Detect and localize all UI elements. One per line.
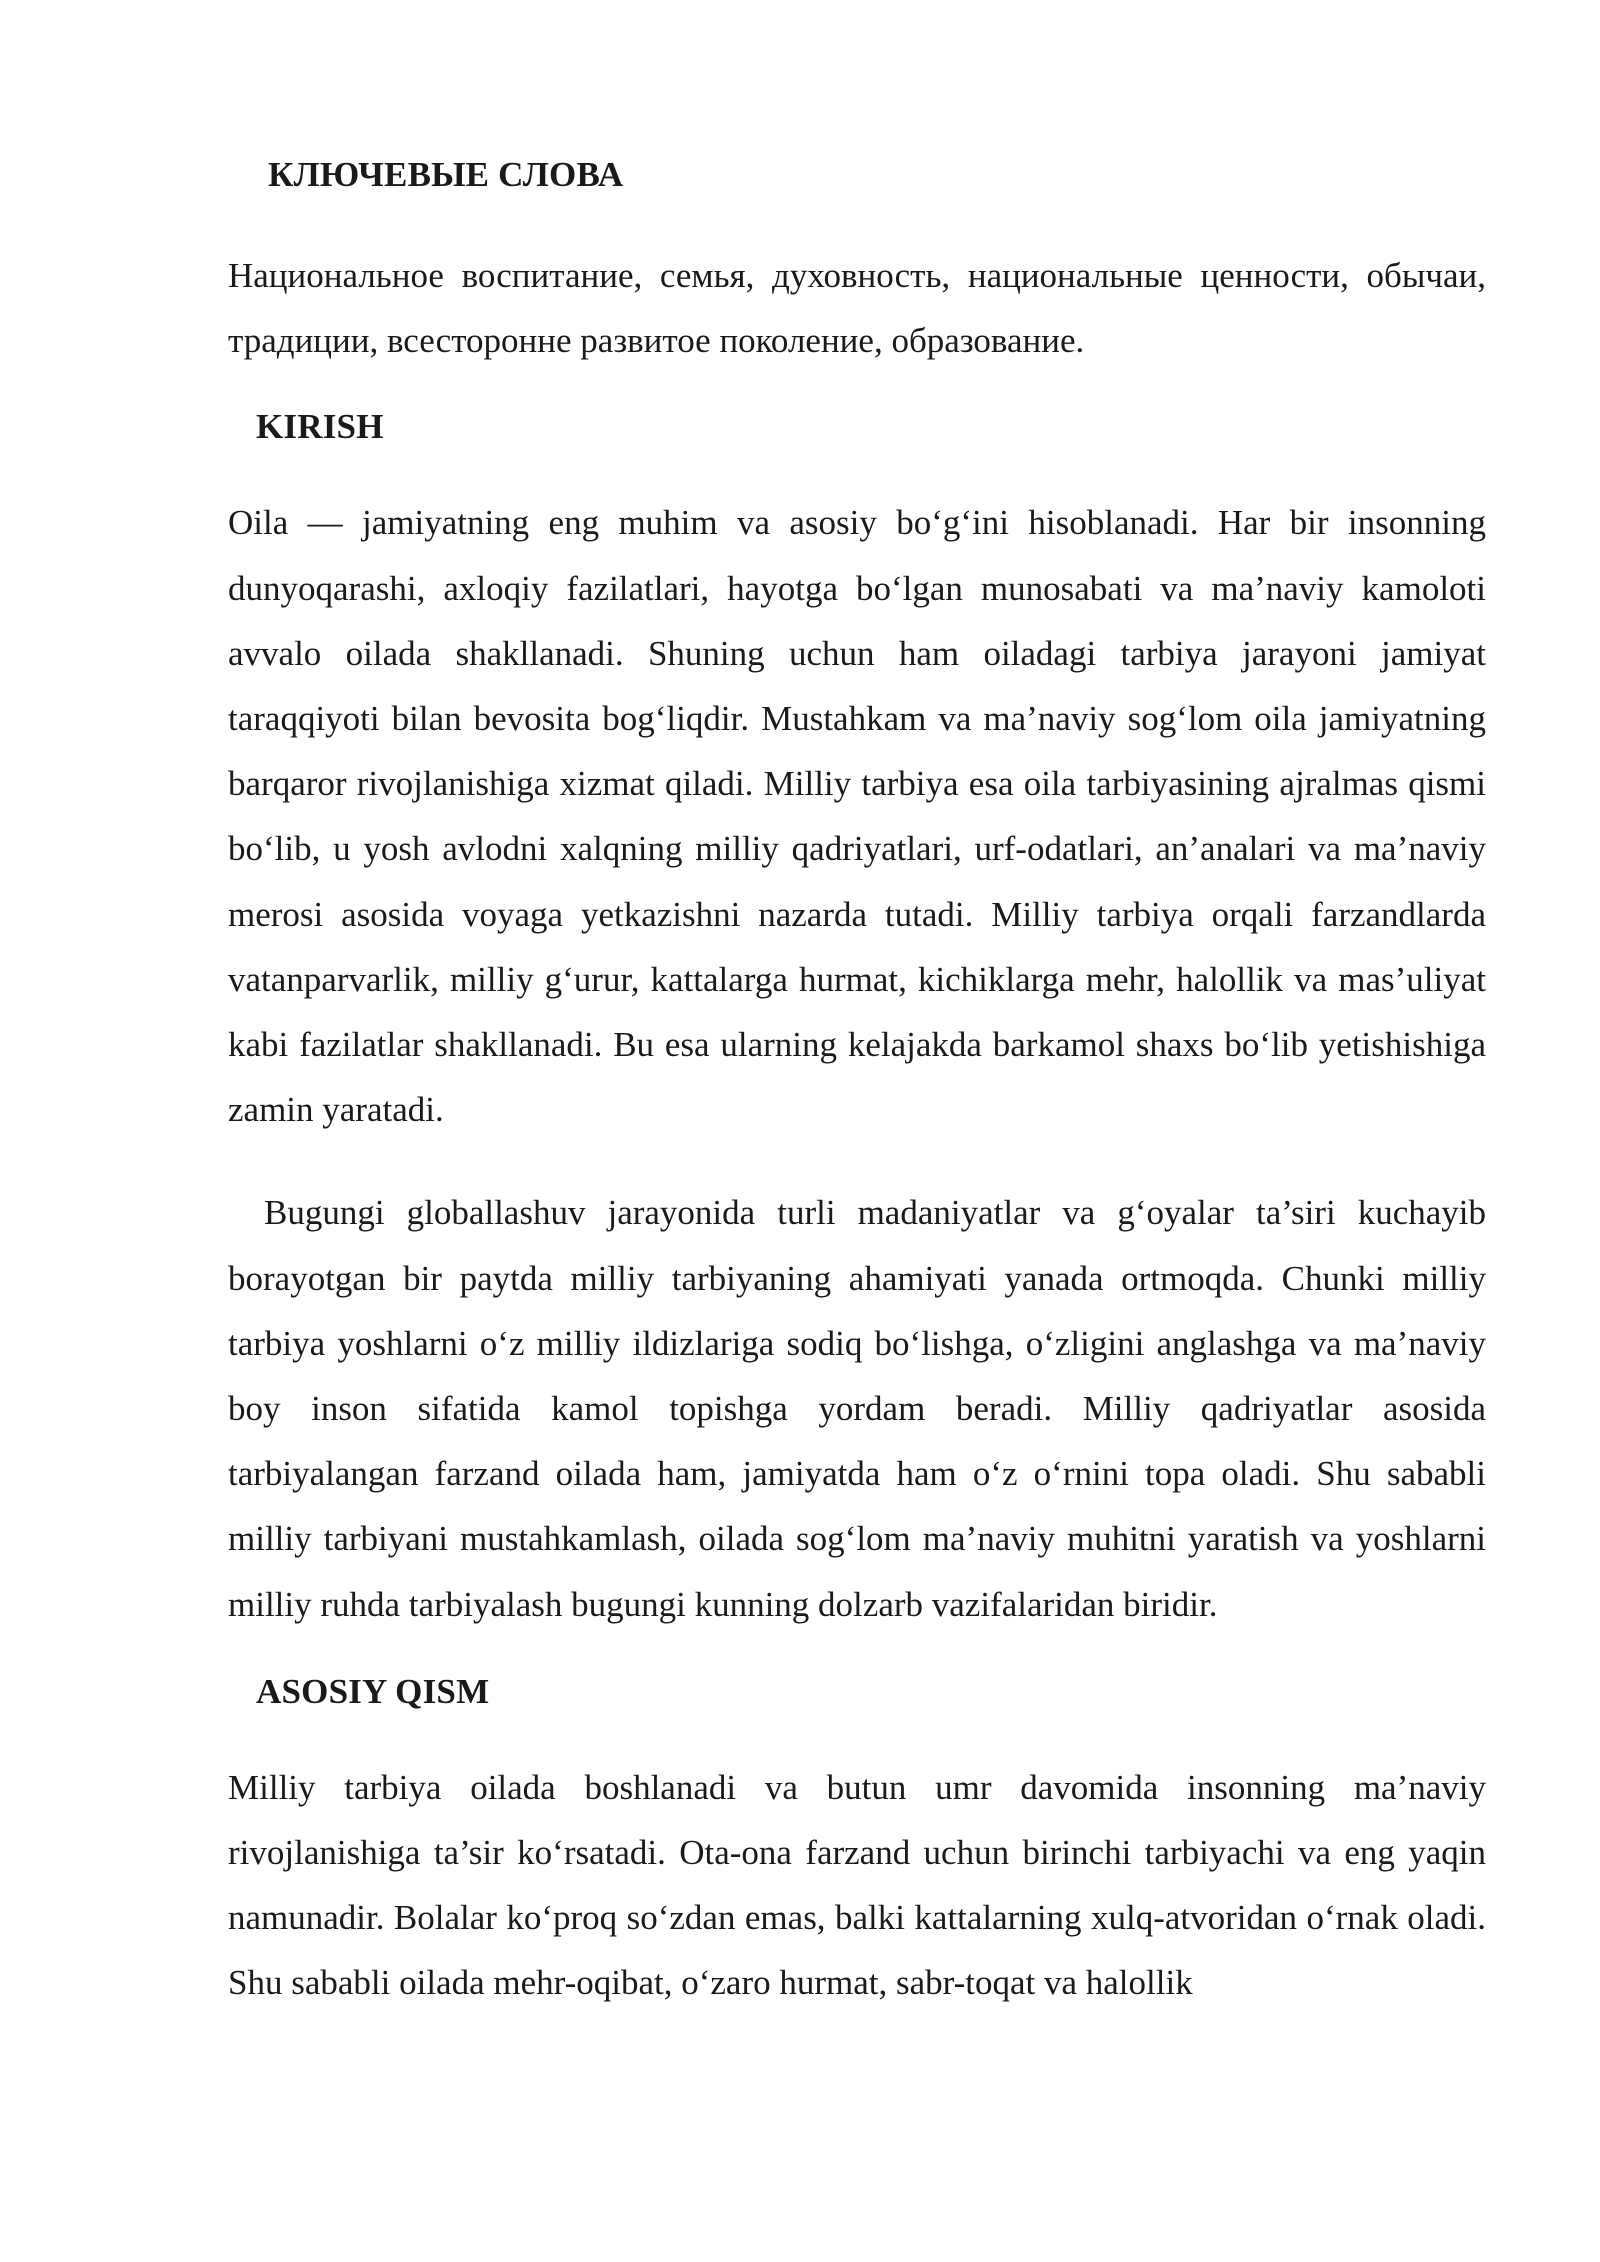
main-heading: ASOSIY QISM bbox=[256, 1671, 490, 1711]
intro-paragraph-2: Bugungi globallashuv jarayonida turli madaniyatlar va g‘oyalar ta’siri kuchayib borayotgan bir paytda milliy tarbiyaning ahamiyati yanada ortmoqda. Chunki milliy tarbiya yoshlarni o‘z milliy ildizlariga sodiq bo‘lishga, o‘zligini anglashga va ma’naviy boy inson sifatida kamol topishga yordam beradi. Milliy qadriyatlar asosida tarbiyalangan farzand oilada ham, jamiyatda ham o‘z o‘rnini topa oladi. Shu sababli milliy tarbiyani mustahkamlash, oilada sog‘lom ma’naviy muhitni yaratish va yoshlarni milliy ruhda tarbiyalash bugungi kunning dolzarb vazifalaridan biridir. bbox=[228, 1193, 1486, 1624]
keywords-heading: КЛЮЧЕВЫЕ СЛОВА bbox=[268, 155, 624, 194]
intro-paragraph-1: Oila — jamiyatning eng muhim va asosiy bo‘g‘ini hisoblanadi. Har bir insonning dunyoqarashi, axloqiy fazilatlari, hayotga bo‘lgan munosabati va ma’naviy kamoloti avvalo oilada shakllanadi. Shuning uchun ham oiladagi tarbiya jarayoni jamiyat taraqqiyoti bilan bevosita bog‘liqdir. Mustahkam va ma’naviy sog‘lom oila jamiyatning barqaror rivojlanishiga xizmat qiladi. Milliy tarbiya esa oila tarbiyasining ajralmas qismi bo‘lib, u yosh avlodni xalqning milliy qadriyatlari, urf-odatlari, an’analari va ma’naviy merosi asosida voyaga yetkazishni nazarda tutadi. Milliy tarbiya orqali farzandlarda vatanparvarlik, milliy g‘urur, kattalarga hurmat, kichiklarga mehr, halollik va mas’uliyat kabi fazilatlar shakllanadi. Bu esa ularning kelajakda barkamol shaxs bo‘lib yetishishiga zamin yaratadi. bbox=[228, 503, 1486, 1130]
document-page bbox=[228, 150, 1486, 2016]
keywords-text: Национальное воспитание, семья, духовность, национальные ценности, обычаи, традиции, всесторонне развитое поколение, образование. bbox=[228, 256, 1486, 361]
main-paragraph-1: Milliy tarbiya oilada boshlanadi va butun umr davomida insonning ma’naviy rivojlanishiga ta’sir ko‘rsatadi. Ota-ona farzand uchun birinchi tarbiyachi va eng yaqin namunadir. Bolalar ko‘proq so‘zdan emas, balki kattalarning xulq-atvoridan o‘rnak oladi. Shu sababli oilada mehr-oqibat, o‘zaro hurmat, sabr-toqat va halollik bbox=[228, 1767, 1486, 2003]
intro-heading: KIRISH bbox=[256, 407, 384, 447]
